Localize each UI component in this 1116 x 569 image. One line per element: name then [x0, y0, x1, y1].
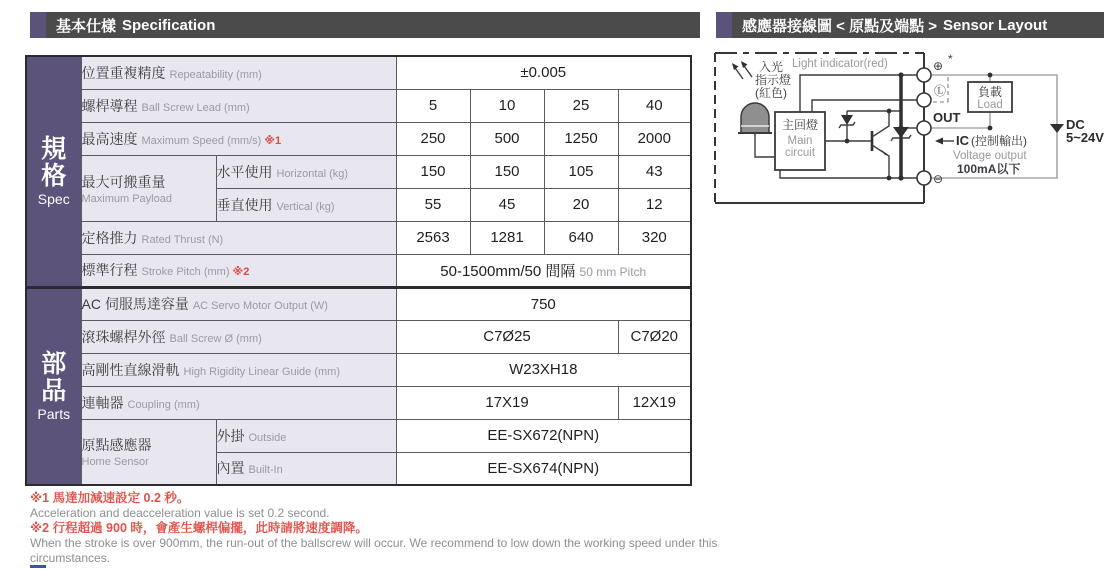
- label-en: Repeatability (mm): [169, 68, 262, 81]
- label-zh: AC 伺服馬達容量: [81, 296, 189, 312]
- row-rated-thrust: [26, 221, 691, 254]
- junction-dots: [845, 72, 904, 180]
- row-payload-horizontal: [26, 155, 691, 188]
- main-circuit-en-line2: circuit: [784, 147, 816, 159]
- value-cell: 500: [470, 122, 544, 155]
- label-en: Home Sensor: [81, 456, 149, 469]
- value-cell: 5: [396, 89, 470, 122]
- sensor-circuit-diagram: [705, 45, 1110, 230]
- current-limit-label: 100mA以下: [957, 162, 1021, 176]
- dc-label-line2: 5~24V: [1066, 130, 1104, 145]
- sidebar-parts-section: [26, 287, 81, 485]
- label-zh: 外掛: [216, 427, 245, 444]
- header-title-zh: 感應器接線圖 < 原點及端點 >: [742, 17, 938, 35]
- header-title-en: Specification: [122, 16, 216, 34]
- ic-zh-label: (控制輸出): [971, 134, 1027, 148]
- header-title-en: Sensor Layout: [943, 16, 1048, 34]
- label-ball-screw-lead: [81, 89, 396, 122]
- footnote-2-en: When the stroke is over 900mm, the run-out of the ballscrew will occur. We recommend to low down the working speed under this circumstances.: [30, 536, 718, 565]
- label-en: Rated Thrust (N): [141, 233, 224, 246]
- label-en: Ball Screw Ø (mm): [169, 332, 262, 345]
- specification-table: [25, 55, 692, 486]
- label-en: Vertical (kg): [276, 200, 335, 213]
- light-indicator-zh-line2: 指示燈: [755, 73, 792, 87]
- label-zh: 連軸器: [81, 394, 124, 411]
- main-circuit-en-line1: Main: [787, 135, 813, 147]
- label-zh: 內置: [216, 460, 245, 477]
- value-cell: 320: [618, 221, 691, 254]
- row-servo-output: [26, 287, 691, 320]
- label-servo-output: [81, 287, 396, 320]
- sidebar-label-en: Parts: [37, 405, 71, 422]
- row-coupling: [26, 386, 691, 419]
- main-circuit-zh: 主回燈: [781, 118, 819, 132]
- value-cell: 17X19: [396, 386, 618, 419]
- terminal-out-circle: [917, 121, 931, 135]
- label-zh: 滾珠螺桿外徑: [81, 328, 166, 345]
- label-coupling: [81, 386, 396, 419]
- label-en: Coupling (mm): [127, 398, 200, 411]
- label-vertical: [216, 188, 396, 221]
- row-home-sensor-outside: [26, 419, 691, 452]
- light-indicator-zh-line1: 入光: [759, 60, 784, 74]
- value-cell: 2563: [396, 221, 470, 254]
- value-cell: 12X19: [618, 386, 691, 419]
- footnote-2-zh: ※2 行程超過 900 時，會產生螺桿偏擺，此時請將速度調降。: [30, 521, 368, 535]
- label-zh: 定格推力: [81, 229, 138, 246]
- label-zh: 位置重複精度: [81, 64, 166, 81]
- load-zh: 負載: [977, 85, 1003, 99]
- header-sensor-layout: [716, 12, 1104, 38]
- label-home-sensor: [81, 419, 216, 485]
- row-ball-screw-lead: [26, 89, 691, 122]
- ic-label: IC: [956, 133, 969, 148]
- led-lamp-icon: [738, 103, 772, 133]
- label-linear-guide: [81, 353, 396, 386]
- label-zh: 標準行程: [81, 262, 138, 278]
- ic-arrow-icon: [935, 138, 954, 145]
- header-accent-block: [30, 12, 46, 38]
- dc-label-line1: DC: [1066, 117, 1085, 132]
- value-cell: 25: [544, 89, 618, 122]
- label-en: AC Servo Motor Output (W): [192, 300, 328, 312]
- note-marker-1: ※1: [264, 134, 282, 147]
- label-zh: 高剛性直線滑軌: [81, 361, 180, 378]
- row-linear-guide: [26, 353, 691, 386]
- note-marker-2: ※2: [232, 266, 250, 278]
- label-ball-screw-diameter: [81, 320, 396, 353]
- label-max-payload: [81, 155, 216, 221]
- value-cell: 150: [470, 155, 544, 188]
- asterisk-mark: *: [948, 52, 953, 66]
- terminal-minus-symbol: ⊖: [933, 172, 944, 186]
- label-horizontal: [216, 155, 396, 188]
- label-repeatability: [81, 56, 396, 89]
- value-cell: 150: [396, 155, 470, 188]
- terminal-plus-circle: [917, 68, 931, 82]
- light-indicator-en-label: Light indicator(red): [792, 58, 888, 70]
- footnote-1-en: Acceleration and deacceleration value is set 0.2 second.: [30, 506, 330, 520]
- terminal-plus-symbol: ⊕: [933, 59, 944, 73]
- label-builtin: [216, 452, 396, 485]
- value-cell: 45: [470, 188, 544, 221]
- label-en: Maximum Speed (mm/s): [141, 134, 262, 147]
- value-linear-guide: W23XH18: [396, 353, 691, 386]
- dc-supply-icon: [1050, 124, 1064, 133]
- sidebar-label-zh: 規格: [41, 134, 67, 190]
- value-cell: 1281: [470, 221, 544, 254]
- label-zh: 最高速度: [81, 130, 138, 147]
- row-stroke-pitch: [26, 254, 691, 287]
- value-cell: 250: [396, 122, 470, 155]
- label-en: Built-In: [248, 464, 283, 477]
- stroke-value: 50-1500mm/50 間隔: [440, 262, 576, 280]
- label-zh: 水平使用: [216, 163, 273, 180]
- row-max-speed: [26, 122, 691, 155]
- value-cell: 640: [544, 221, 618, 254]
- value-cell: 105: [544, 155, 618, 188]
- label-outside: [216, 419, 396, 452]
- footnotes: [30, 491, 722, 566]
- value-home-sensor-outside: EE-SX672(NPN): [396, 419, 691, 452]
- load-en: Load: [977, 99, 1003, 111]
- stroke-value-sub: 50 mm Pitch: [579, 264, 647, 279]
- label-zh: 螺桿導程: [81, 97, 138, 114]
- sidebar-label-en: Spec: [37, 190, 70, 207]
- value-cell: 55: [396, 188, 470, 221]
- value-cell: 43: [618, 155, 691, 188]
- terminal-l-circle: [917, 93, 931, 107]
- label-zh: 最大可搬重量: [81, 173, 166, 190]
- value-cell: 40: [618, 89, 691, 122]
- value-servo-output: 750: [396, 287, 691, 320]
- label-zh: 原點感應器: [81, 437, 152, 454]
- label-en: Maximum Payload: [81, 192, 172, 205]
- value-cell: 12: [618, 188, 691, 221]
- value-home-sensor-builtin: EE-SX674(NPN): [396, 452, 691, 485]
- label-stroke-pitch: [81, 254, 396, 287]
- label-en: Ball Screw Lead (mm): [141, 101, 250, 114]
- label-rated-thrust: [81, 221, 396, 254]
- label-en: Stroke Pitch (mm): [141, 266, 230, 278]
- voltage-output-label: Voltage output: [953, 150, 1027, 162]
- sidebar-spec-section: [26, 56, 81, 287]
- sidebar-label-zh: 部品: [41, 349, 67, 405]
- terminal-minus-circle: [917, 171, 931, 185]
- zener-diode-1-icon: [839, 111, 889, 141]
- terminal-out-label: OUT: [933, 110, 961, 125]
- light-arrows-icon: [732, 61, 752, 79]
- transistor-icon: [872, 111, 901, 178]
- terminal-l-symbol: Ⓛ: [934, 84, 947, 98]
- value-repeatability: ±0.005: [396, 56, 691, 89]
- value-cell: C7Ø20: [618, 320, 691, 353]
- header-accent-block: [716, 12, 732, 38]
- value-cell: 1250: [544, 122, 618, 155]
- label-en: Outside: [248, 431, 287, 444]
- label-en: Horizontal (kg): [276, 167, 349, 180]
- value-cell: 20: [544, 188, 618, 221]
- value-stroke-pitch: [396, 254, 691, 287]
- value-cell: C7Ø25: [396, 320, 618, 353]
- header-title-zh: 基本仕樣: [56, 17, 117, 35]
- label-max-speed: [81, 122, 396, 155]
- value-cell: 2000: [618, 122, 691, 155]
- label-en: High Rigidity Linear Guide (mm): [183, 365, 340, 378]
- row-ball-screw-diameter: [26, 320, 691, 353]
- footnote-1-zh: ※1 馬達加減速設定 0.2 秒。: [30, 491, 190, 505]
- page-rule-blue: [30, 565, 46, 568]
- light-indicator-zh-line3: (紅色): [755, 86, 787, 100]
- value-cell: 10: [470, 89, 544, 122]
- header-basic-specification: [30, 12, 700, 38]
- label-zh: 垂直使用: [216, 196, 273, 213]
- row-repeatability: [26, 56, 691, 89]
